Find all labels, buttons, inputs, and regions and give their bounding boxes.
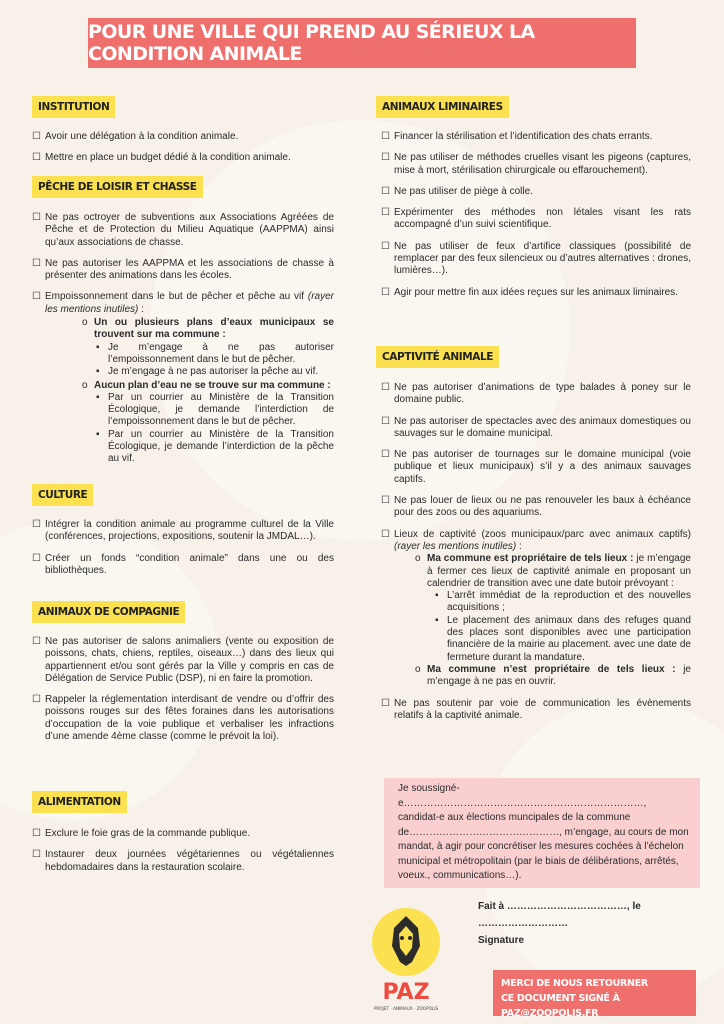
sub-option <box>415 664 691 689</box>
item-text: Rappeler la réglementation interdisant de vendre ou d’offrir des poissons rouges sur des fêtes foraines dans les autorisations d’occupation de la voie publique et verbaliser les infractions d’une amende 4ème classe (comme le prévoit la loi). <box>45 694 334 743</box>
sub-bullet-text: Par un courrier au Ministère de la Transition Écologique, je demande l’interdiction de la pêche au vif. <box>108 428 334 465</box>
heading-alimentation: ALIMENTATION <box>32 791 127 813</box>
square-bullet-icon: ▪ <box>435 590 439 602</box>
checklist-item[interactable] <box>381 495 691 520</box>
square-bullet-icon: ▪ <box>96 341 100 353</box>
sub-bullet <box>96 342 334 367</box>
heading-captivite: CAPTIVITÉ ANIMALE <box>376 346 499 368</box>
heading-compagnie: ANIMAUX DE COMPAGNIE <box>32 601 185 623</box>
return-instructions <box>493 970 696 1019</box>
checkbox-icon[interactable]: ☐ <box>381 207 390 219</box>
checkbox-icon[interactable]: ☐ <box>32 291 41 303</box>
fait-a-field[interactable]: Fait à ………………………………, le ……………………… <box>478 901 641 929</box>
checkbox-icon[interactable]: ☐ <box>381 449 390 461</box>
sub-bullet-text: Je m’engage à ne pas autoriser la pêche au vif. <box>108 366 319 378</box>
sub-option <box>82 380 334 392</box>
checkbox-icon[interactable]: ☐ <box>32 552 41 564</box>
item-text: Ne pas autoriser d’animations de type balades à poney sur le domaine public. <box>394 382 691 406</box>
checklist-item[interactable] <box>381 152 691 177</box>
sub-bullet-text: Le placement des animaux dans des refuges quand des places sont disponibles avec une participation financière de la mairie au placement. avec une date de fermeture durant la mandature. <box>447 614 691 663</box>
checklist-item[interactable] <box>381 207 691 232</box>
item-text: Ne pas octroyer de subventions aux Associations Agréées de Pêche et de Protection du Milieu Aquatique (AAPPMA) ainsi qu’aux associations de chasse. <box>45 212 334 248</box>
checklist-item[interactable] <box>381 287 691 299</box>
signature-label: Signature <box>478 935 525 946</box>
circle-bullet-icon: o <box>415 553 421 565</box>
checklist-item[interactable] <box>381 449 691 486</box>
sub-bullet <box>435 615 691 664</box>
paz-lion-logo <box>368 906 444 1014</box>
checkbox-icon[interactable]: ☐ <box>32 828 41 839</box>
page-title: POUR UNE VILLE QUI PREND AU SÉRIEUX LA CONDITION ANIMALE <box>88 18 636 68</box>
item-text: Lieux de captivité (zoos municipaux/parc avec animaux captifs) (rayer les mentions inutiles) : <box>394 528 691 552</box>
liminaires-section <box>381 131 691 299</box>
institution-section <box>32 131 332 165</box>
checklist-item[interactable] <box>32 519 334 544</box>
checklist-item[interactable] <box>32 152 332 164</box>
return-line-2: CE DOCUMENT SIGNÉ À PAZ@ZOOPOLIS.FR <box>501 993 620 1019</box>
sub-bullet <box>96 429 334 466</box>
checkbox-icon[interactable]: ☐ <box>381 382 390 393</box>
checklist-item[interactable] <box>381 529 691 554</box>
heading-institution: INSTITUTION <box>32 96 115 118</box>
checkbox-icon[interactable]: ☐ <box>381 528 390 540</box>
item-text: Expérimenter des méthodes non létales visant les rats accompagné d’un suivi scientifique. <box>394 207 691 231</box>
item-text: Empoissonnement dans le but de pêcher et pêche au vif (rayer les mentions inutiles) : <box>45 291 334 315</box>
checklist-item[interactable] <box>32 131 332 143</box>
item-text: Ne pas utiliser de piège à colle. <box>394 185 533 197</box>
compagnie-section <box>32 636 334 743</box>
logo-tagline: PROJET · ANIMAUX · ZOOPOLIS <box>373 1006 439 1011</box>
checklist-item[interactable] <box>32 553 334 578</box>
checkbox-icon[interactable]: ☐ <box>32 212 41 223</box>
sub-bullet-text: Je m’engage à ne pas autoriser l’empoissonnement dans le but de pêcher. <box>108 341 334 365</box>
checkbox-icon[interactable]: ☐ <box>32 849 41 861</box>
circle-bullet-icon: o <box>82 317 88 329</box>
item-text: Mettre en place un budget dédié à la condition animale. <box>45 152 291 164</box>
checklist-item[interactable] <box>32 694 334 743</box>
captivite-section <box>381 382 691 722</box>
checklist-item[interactable] <box>32 828 334 840</box>
item-text: Ne pas utiliser de feux d’artifice classiques (possibilité de remplacer par des feux silencieux ou d’autres alternatives : drones, lumières…). <box>394 240 691 277</box>
checkbox-icon[interactable]: ☐ <box>381 131 390 142</box>
checklist-item[interactable] <box>32 636 334 685</box>
checklist-item[interactable] <box>381 241 691 278</box>
item-text: Ne pas louer de lieux ou ne pas renouveler les baux à échéance pour des zoos ou des aquariums. <box>394 495 691 519</box>
checklist-item[interactable] <box>32 212 334 249</box>
sub-option-text: Aucun plan d’eau ne se trouve sur ma commune : <box>94 379 331 391</box>
item-text: Exclure le foie gras de la commande publique. <box>45 828 251 839</box>
item-text: Agir pour mettre fin aux idées reçues sur les animaux liminaires. <box>394 286 679 298</box>
heading-peche: PÊCHE DE LOISIR ET CHASSE <box>32 176 203 198</box>
checklist-item[interactable] <box>381 382 691 407</box>
item-text: Ne pas utiliser de méthodes cruelles visant les pigeons (captures, mise à mort, stérilisation chirurgicale ou effarouchement). <box>394 152 691 176</box>
item-text: Ne pas autoriser de spectacles avec des animaux domestiques ou sauvages sur le domaine municipal. <box>394 415 691 439</box>
item-text: Ne pas autoriser les AAPPMA et les associations de chasse à présenter des animations dans les écoles. <box>45 257 334 282</box>
sub-option-text: Ma commune n’est propriétaire de tels lieux : je m’engage à ne pas en ouvrir. <box>427 663 691 688</box>
sub-bullet-text: L’arrêt immédiat de la reproduction et des nouvelles acquisitions ; <box>447 590 691 614</box>
checklist-item[interactable] <box>381 186 691 198</box>
sub-option <box>82 317 334 342</box>
checkbox-icon[interactable]: ☐ <box>32 152 41 164</box>
checklist-item[interactable] <box>32 291 334 316</box>
checklist-item[interactable] <box>32 258 334 283</box>
item-text: Instaurer deux journées végétariennes ou végétaliennes hebdomadaires dans la restauration scolaire. <box>45 849 334 873</box>
item-text: Ne pas autoriser de salons animaliers (vente ou exposition de poissons, chats, chiens, reptiles, oiseaux…) dans des lieux qui appartiennent et/ou sont gérés par la Ville y compris en cas de Délégation de Service Public (DSP), ni en faire la promotion. <box>45 636 334 684</box>
alimentation-section <box>32 828 334 874</box>
sub-bullet <box>435 590 691 615</box>
checkbox-icon[interactable]: ☐ <box>381 286 390 298</box>
heading-culture: CULTURE <box>32 484 93 506</box>
sub-option <box>415 553 691 590</box>
item-text: Ne pas autoriser de tournages sur le domaine municipal (voie publique et lieux municipaux) s’il y a des animaux sauvages captifs. <box>394 449 691 485</box>
sub-option-text: Un ou plusieurs plans d’eaux municipaux se trouvent sur ma commune : <box>94 317 334 341</box>
checklist-item[interactable] <box>32 849 334 874</box>
sub-option-text: Ma commune est propriétaire de tels lieux : je m’engage à fermer ces lieux de captivité animale en proposant un calendrier de transition avec une date butoir prévoyant : <box>427 553 691 589</box>
square-bullet-icon: ▪ <box>435 614 439 626</box>
sub-bullet-text: Par un courrier au Ministère de la Transition Écologique, je demande l’interdiction de l’empoissonnement dans le but de pêcher. <box>108 391 334 428</box>
circle-bullet-icon: o <box>82 379 88 391</box>
square-bullet-icon: ▪ <box>96 391 100 403</box>
signature-statement <box>384 778 700 888</box>
item-text: Intégrer la condition animale au programme culturel de la Ville (conférences, projections, expositions, soutenir la JMDAL…). <box>45 519 334 543</box>
logo-text: PAZ <box>382 980 430 1005</box>
checkbox-icon[interactable]: ☐ <box>381 185 390 197</box>
square-bullet-icon: ▪ <box>96 428 100 440</box>
return-line-1: MERCI DE NOUS RETOURNER <box>501 978 648 989</box>
checkbox-icon[interactable]: ☐ <box>32 257 41 269</box>
checkbox-icon[interactable]: ☐ <box>381 240 390 252</box>
item-text: Créer un fonds “condition animale” dans une ou des bibliothèques. <box>45 552 334 576</box>
checklist-item[interactable] <box>381 131 691 143</box>
item-text: Ne pas soutenir par voie de communication les évènements relatifs à la captivité animale. <box>394 697 691 721</box>
item-text: Financer la stérilisation et l’identification des chats errants. <box>394 131 653 142</box>
sub-bullet <box>96 392 334 429</box>
checkbox-icon[interactable]: ☐ <box>32 519 41 530</box>
checkbox-icon[interactable]: ☐ <box>32 131 41 142</box>
checkbox-icon[interactable]: ☐ <box>381 495 390 507</box>
square-bullet-icon: ▪ <box>96 366 100 378</box>
peche-section <box>32 212 334 466</box>
culture-section <box>32 519 334 577</box>
checkbox-icon[interactable]: ☐ <box>32 694 41 706</box>
checklist-item[interactable] <box>381 416 691 441</box>
signature-statement-text: Je soussigné-e………………………………………………………………, candidat-e aux élections muncipales de la commune de………………………………………, m’engage, au cours de mon mandat, à agir pour concrétiser les mesures cochées à l’échelon municipal et métropolitain (par le biais de délibérations, arrêtés, voeux., communications…). <box>398 783 689 881</box>
heading-liminaires: ANIMAUX LIMINAIRES <box>376 96 509 118</box>
item-text: Avoir une délégation à la condition animale. <box>45 131 239 142</box>
signature-fields <box>478 898 724 949</box>
checklist-item[interactable] <box>381 698 691 723</box>
sub-bullet <box>96 366 334 378</box>
checkbox-icon[interactable]: ☐ <box>381 152 390 164</box>
checkbox-icon[interactable]: ☐ <box>32 636 41 647</box>
checkbox-icon[interactable]: ☐ <box>381 415 390 427</box>
checkbox-icon[interactable]: ☐ <box>381 697 390 709</box>
circle-bullet-icon: o <box>415 663 421 675</box>
